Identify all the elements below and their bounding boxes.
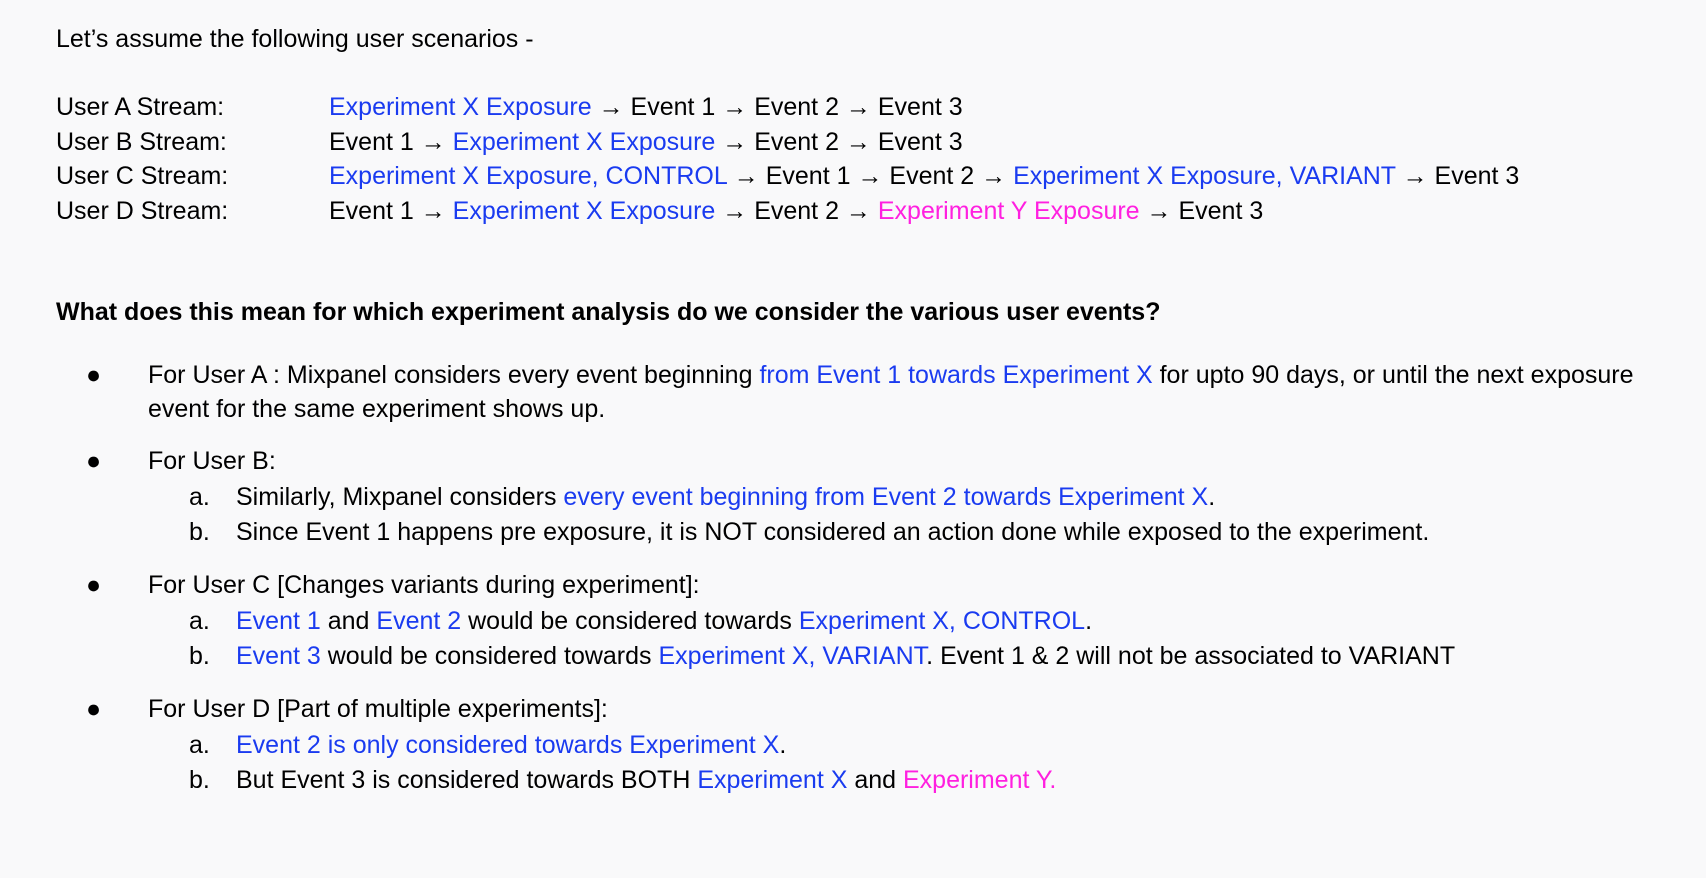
sub-line-user-b-a: [56, 480, 1656, 515]
bullet-line-user-d: [56, 692, 1656, 726]
stream-body-user-c: [329, 159, 1519, 194]
bullet-text-user-b: For User B:: [148, 447, 276, 475]
user-c-b-mid: would be considered towards: [320, 642, 659, 670]
bullet-block-user-a: [56, 358, 1656, 426]
user-a-highlight: from Event 1 towards Experiment X: [759, 361, 1153, 389]
user-c-a-mid: and: [320, 607, 377, 635]
user-a-tail: for upto 90 days, or until the next exposure event for the same experiment shows up.: [148, 361, 1634, 423]
bullet-line-user-a: [56, 358, 1656, 426]
sub-marker-b: b.: [189, 766, 210, 794]
bullet-text-user-c: For User C [Changes variants during experiment]:: [148, 571, 700, 599]
sub-marker-a: a.: [189, 483, 210, 511]
stream-label-user-c: User C Stream:: [56, 162, 229, 190]
bullet-line-user-b: [56, 444, 1656, 478]
stream-a-arrow: →: [591, 93, 631, 121]
user-d-b-experiment-y: Experiment Y.: [903, 766, 1057, 794]
user-c-b-tail: . Event 1 & 2 will not be associated to VARIANT: [926, 642, 1456, 670]
stream-a-exposure: Experiment X Exposure: [329, 93, 592, 121]
stream-c-exposure-control: Experiment X Exposure, CONTROL: [329, 162, 727, 190]
user-d-b-experiment-x: Experiment X: [697, 766, 848, 794]
user-c-b-event3: Event 3: [236, 642, 321, 670]
sub-line-user-d-a: [56, 728, 1656, 763]
user-b-a-lead: Similarly, Mixpanel considers: [236, 483, 564, 511]
user-c-a-event2: Event 2: [376, 607, 462, 635]
bullet-block-user-c: [56, 568, 1656, 674]
sub-line-user-c-b: [56, 639, 1656, 674]
stream-b-post: → Event 2 → Event 3: [715, 127, 963, 156]
sub-marker-b: b.: [189, 642, 210, 670]
stream-body-user-b: [329, 125, 963, 160]
stream-label-user-a: User A Stream:: [56, 93, 225, 121]
stream-row-user-d: [56, 194, 1519, 229]
bullet-text-user-d: For User D [Part of multiple experiments]:: [148, 695, 608, 723]
stream-d-post: → Event 3: [1139, 196, 1264, 225]
user-c-a-mid2: would be considered towards: [461, 607, 799, 635]
sub-list-user-c: [56, 604, 1656, 674]
stream-c-exposure-variant: Experiment X Exposure, VARIANT: [1013, 162, 1396, 190]
user-d-a-tail: .: [779, 731, 787, 759]
user-c-a-tail: .: [1085, 607, 1093, 635]
stream-d-pre: Event 1 →: [329, 196, 453, 225]
bullet-line-user-c: [56, 568, 1656, 602]
stream-b-exposure: Experiment X Exposure: [452, 127, 716, 156]
stream-c-mid: → Event 1 → Event 2 →: [726, 162, 1014, 190]
stream-label-user-d: User D Stream:: [56, 196, 229, 225]
stream-row-user-a: [56, 90, 1519, 125]
stream-a-events: Event 1 → Event 2 → Event 3: [630, 93, 963, 121]
sub-list-user-d: [56, 728, 1656, 798]
user-b-b-lead: Since Event 1 happens pre exposure, it is NOT considered an action done while exposed to the experiment.: [236, 518, 1430, 546]
user-c-b-experiment: Experiment X, VARIANT: [658, 642, 927, 670]
user-d-b-lead: But Event 3 is considered towards BOTH: [236, 766, 698, 794]
bullet-dot-icon: ●: [86, 447, 102, 475]
bullet-block-user-b: [56, 444, 1656, 550]
stream-label-user-b: User B Stream:: [56, 127, 227, 156]
bullet-dot-icon: ●: [86, 361, 102, 389]
user-d-b-mid: and: [847, 766, 903, 794]
sub-list-user-b: [56, 480, 1656, 550]
user-d-a-highlight: Event 2 is only considered towards Experiment X: [236, 731, 780, 759]
user-streams-block: [56, 90, 1519, 228]
bullet-text-user-a: [148, 358, 1656, 426]
question-heading: What does this mean for which experiment analysis do we consider the various user events?: [56, 298, 1161, 326]
bullet-dot-icon: ●: [86, 571, 102, 599]
user-c-a-event1: Event 1: [236, 607, 321, 635]
stream-body-user-d: [329, 194, 1263, 229]
sub-line-user-b-b: [56, 515, 1656, 550]
stream-d-mid: → Event 2 →: [715, 196, 878, 225]
sub-line-user-c-a: [56, 604, 1656, 639]
stream-row-user-b: [56, 125, 1519, 160]
bullet-block-user-d: [56, 692, 1656, 798]
stream-body-user-a: [329, 90, 963, 125]
stream-d-exposure-y: Experiment Y Exposure: [877, 196, 1140, 225]
user-b-a-highlight: every event beginning from Event 2 towards Experiment X: [563, 483, 1209, 511]
user-c-a-experiment: Experiment X, CONTROL: [798, 607, 1086, 635]
sub-marker-a: a.: [189, 731, 210, 759]
stream-row-user-c: [56, 159, 1519, 194]
bullet-list: [56, 358, 1656, 816]
stream-d-exposure-x: Experiment X Exposure: [452, 196, 716, 225]
sub-marker-a: a.: [189, 607, 210, 635]
stream-c-post: → Event 3: [1395, 162, 1520, 190]
intro-paragraph: Let’s assume the following user scenarios -: [56, 25, 534, 53]
stream-b-pre: Event 1 →: [329, 127, 453, 156]
user-b-a-tail: .: [1208, 483, 1216, 511]
sub-line-user-d-b: [56, 763, 1656, 798]
user-a-lead: For User A : Mixpanel considers every event beginning: [148, 361, 760, 389]
sub-marker-b: b.: [189, 518, 210, 546]
bullet-dot-icon: ●: [86, 695, 102, 723]
